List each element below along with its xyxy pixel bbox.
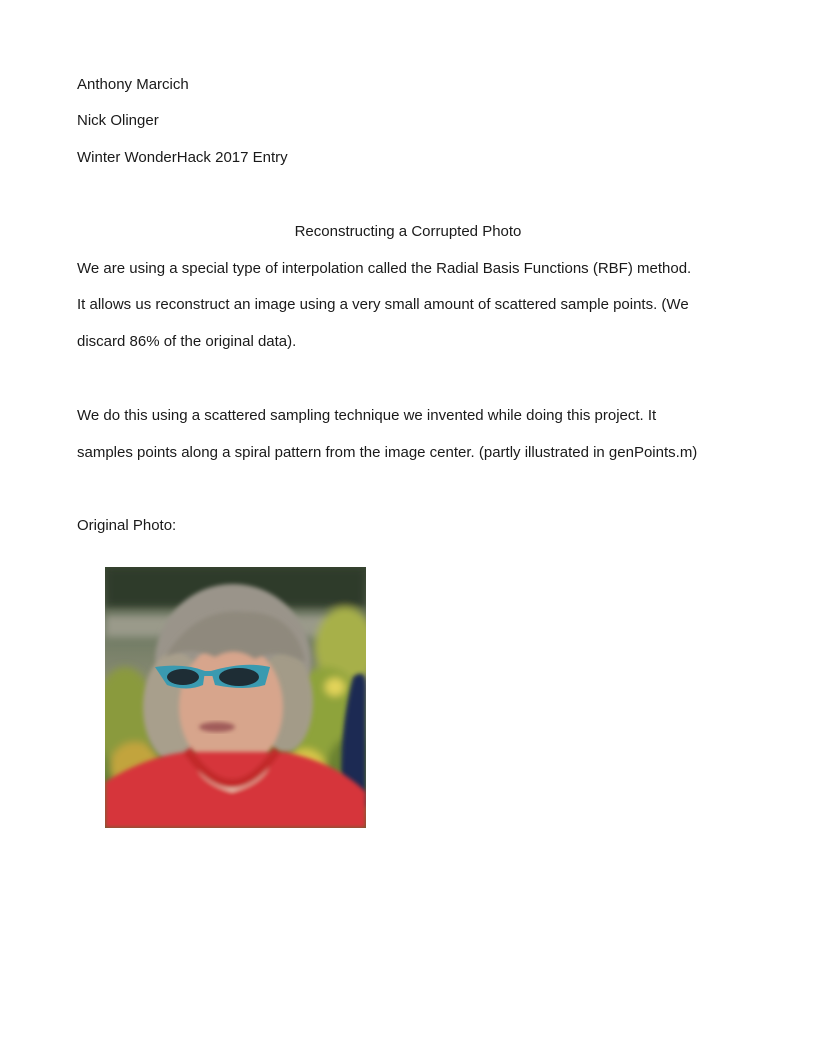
paragraph-1-line-3: discard 86% of the original data). (77, 333, 297, 350)
paragraph-2-line-2: samples points along a spiral pattern from the image center. (partly illustrated in genPoints.m) (77, 444, 698, 461)
paragraph-1-line-1: We are using a special type of interpolation called the Radial Basis Functions (RBF) method. (77, 260, 692, 277)
original-photo (105, 567, 366, 828)
entry-label: Winter WonderHack 2017 Entry (77, 149, 288, 166)
paragraph-1-line-2: It allows us reconstruct an image using a very small amount of scattered sample points. (We (77, 296, 689, 313)
paragraph-2-line-1: We do this using a scattered sampling technique we invented while doing this project. It (77, 407, 657, 424)
portrait-image (105, 567, 366, 828)
author-name-1: Anthony Marcich (77, 76, 189, 93)
photo-label: Original Photo: (77, 517, 177, 534)
document-title: Reconstructing a Corrupted Photo (294, 223, 522, 240)
author-name-2: Nick Olinger (77, 112, 159, 129)
